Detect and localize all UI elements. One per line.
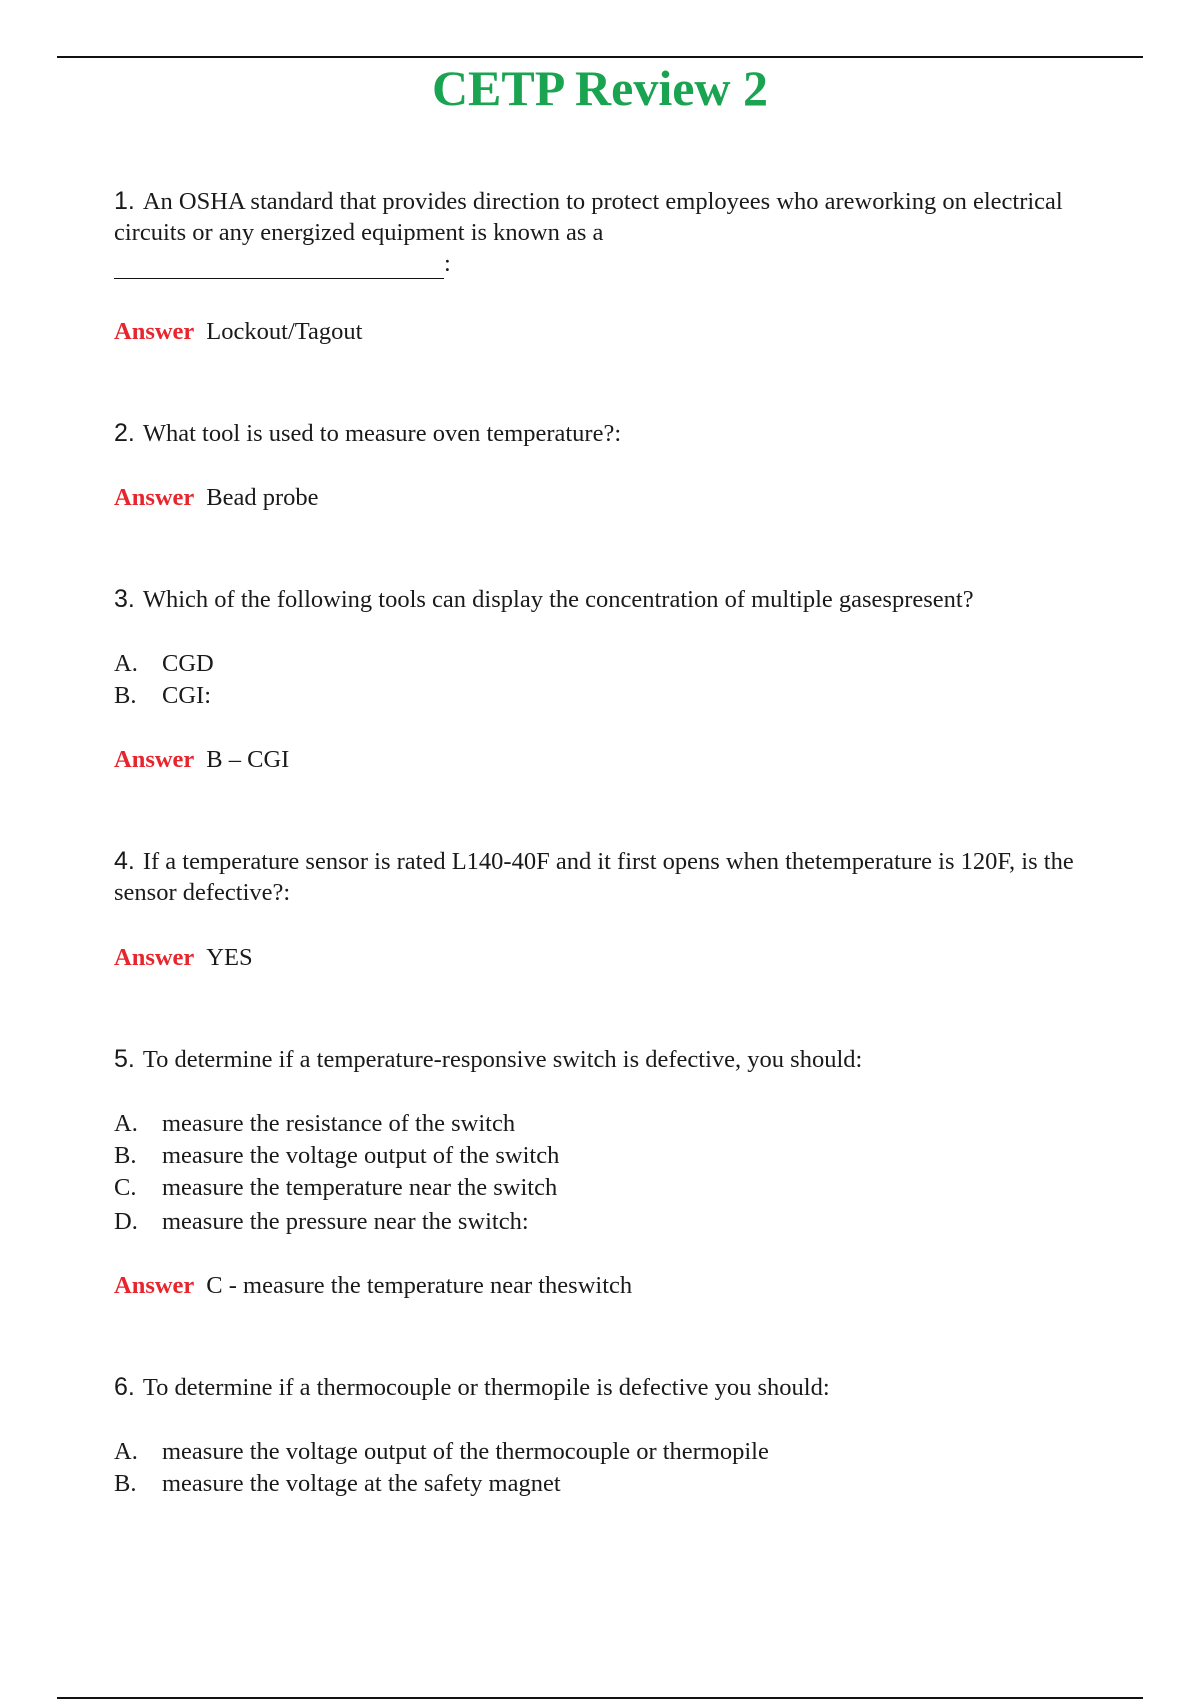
option-5c — [114, 1172, 557, 1203]
question-text: To determine if a thermocouple or thermopile is defective you should: — [142, 1374, 830, 1401]
question-5 — [114, 1044, 1104, 1075]
answer-text: B – CGI — [206, 746, 290, 773]
option-3a — [114, 648, 214, 679]
option-text: measure the voltage output of the thermocouple or thermopile — [162, 1438, 769, 1465]
answer-2 — [114, 482, 319, 513]
answer-label: Answer — [114, 484, 195, 511]
question-text: An OSHA standard that provides direction to protect employees who areworking on electrical circuits or any energized equipment is known as a — [114, 188, 1063, 246]
option-letter: B. — [114, 682, 137, 709]
option-letter: B. — [114, 1470, 137, 1497]
question-number: 2. — [114, 419, 135, 447]
option-5a — [114, 1108, 515, 1139]
question-number: 3. — [114, 585, 135, 613]
question-number: 5. — [114, 1045, 135, 1073]
question-text: What tool is used to measure oven temperature?: — [142, 420, 622, 447]
answer-label: Answer — [114, 746, 195, 773]
option-letter: C. — [114, 1174, 137, 1201]
answer-label: Answer — [114, 318, 195, 345]
answer-4 — [114, 942, 253, 973]
option-text: measure the voltage output of the switch — [162, 1142, 560, 1169]
blank-suffix: : — [444, 250, 451, 277]
option-text: CGD — [162, 650, 214, 677]
question-number: 4. — [114, 847, 135, 875]
option-text: measure the temperature near the switch — [162, 1174, 558, 1201]
answer-text: Bead probe — [206, 484, 319, 511]
option-letter: D. — [114, 1208, 138, 1235]
answer-3 — [114, 744, 289, 775]
question-2 — [114, 418, 1104, 449]
answer-text: Lockout/Tagout — [206, 318, 363, 345]
answer-1 — [114, 316, 362, 347]
question-number: 1. — [114, 187, 135, 215]
option-5d — [114, 1206, 529, 1237]
answer-text: YES — [206, 944, 253, 971]
question-6 — [114, 1372, 1104, 1403]
option-text: measure the resistance of the switch — [162, 1110, 516, 1137]
question-3 — [114, 584, 1104, 615]
question-1 — [114, 186, 1104, 279]
question-number: 6. — [114, 1373, 135, 1401]
bottom-divider — [57, 1697, 1143, 1699]
option-text: CGI: — [162, 682, 211, 709]
option-letter: A. — [114, 1110, 138, 1137]
option-6b — [114, 1468, 561, 1499]
option-letter: B. — [114, 1142, 137, 1169]
fill-in-blank — [114, 254, 444, 279]
answer-5 — [114, 1270, 632, 1301]
option-6a — [114, 1436, 769, 1467]
option-letter: A. — [114, 1438, 138, 1465]
answer-label: Answer — [114, 1272, 195, 1299]
page-title: CETP Review 2 — [431, 60, 769, 116]
option-text: measure the voltage at the safety magnet — [162, 1470, 561, 1497]
answer-label: Answer — [114, 944, 195, 971]
option-3b — [114, 680, 211, 711]
question-text: Which of the following tools can display the concentration of multiple gasespresent? — [142, 586, 974, 613]
option-letter: A. — [114, 650, 138, 677]
option-text: measure the pressure near the switch: — [162, 1208, 529, 1235]
question-text: If a temperature sensor is rated L140-40F and it first opens when thetemperature is 120F, is the sensor defective?: — [114, 848, 1074, 906]
answer-text: C - measure the temperature near theswitch — [206, 1272, 633, 1299]
question-4 — [114, 846, 1104, 908]
question-text: To determine if a temperature-responsive switch is defective, you should: — [142, 1046, 863, 1073]
option-5b — [114, 1140, 559, 1171]
